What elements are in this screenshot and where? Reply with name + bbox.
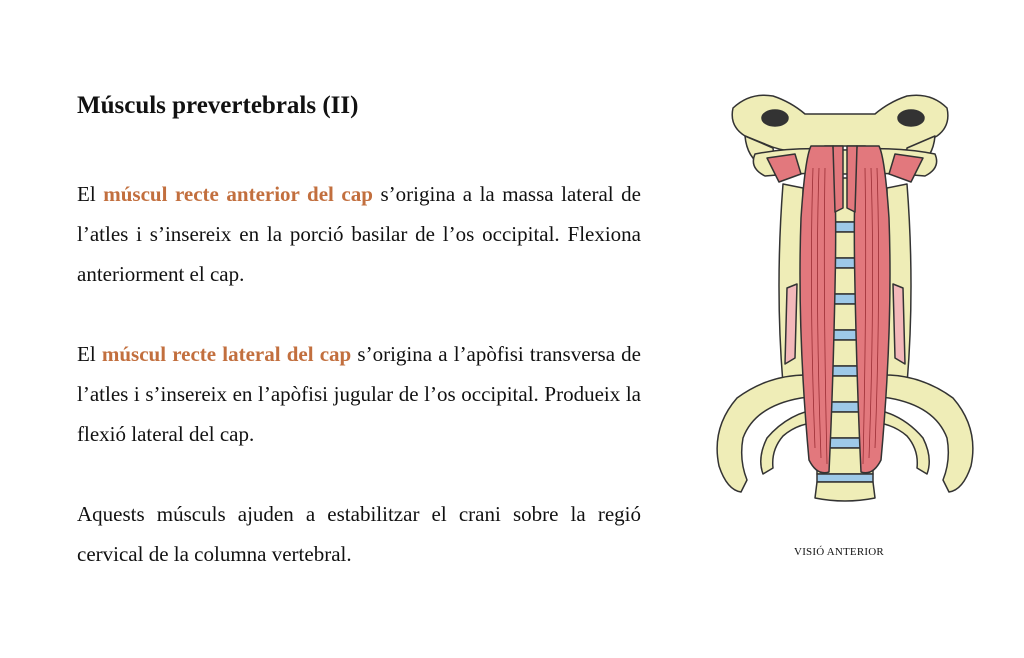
highlight-term-rectus-anterior: múscul recte anterior del cap — [103, 182, 373, 206]
paragraph-text: s’origina a la massa lateral de l’atles i s’insereix en la porció basilar de l’os occipital. Flexiona anteriorment el cap. — [77, 182, 641, 286]
text-column — [77, 88, 641, 574]
paragraph-text: s’origina a l’apòfisi transversa de l’atles i s’insereix en l’apòfisi jugular de l’os occipital. Produeix la flexió lateral del cap. — [77, 342, 642, 446]
paragraph-text: El — [77, 342, 102, 366]
paragraph-rectus-capitis-anterior — [77, 174, 641, 294]
right-scalene — [893, 284, 905, 364]
left-scalene — [785, 284, 797, 364]
left-rectus-anterior-muscle — [833, 146, 843, 212]
paragraph-summary: Aquests músculs ajuden a estabilitzar el crani sobre la regió cervical de la columna vertebral. — [77, 502, 641, 566]
right-rectus-lateral-muscle — [889, 154, 923, 182]
anatomy-illustration — [705, 88, 985, 528]
paragraph-rectus-capitis-lateralis — [77, 334, 641, 454]
highlight-term-rectus-lateral: múscul recte lateral del cap — [101, 342, 352, 366]
right-rectus-anterior-muscle — [847, 146, 857, 212]
right-foramen — [898, 110, 924, 126]
left-foramen — [762, 110, 788, 126]
figure-caption: VISIÓ ANTERIOR — [794, 546, 884, 558]
page-title: Músculs prevertebrals (II) — [77, 92, 359, 119]
cervical-spine-anterior-view — [705, 88, 985, 528]
intervertebral-disc — [817, 474, 873, 482]
paragraph-text: El — [77, 182, 104, 206]
left-rectus-lateral-muscle — [767, 154, 801, 182]
vertebral-body-bottom — [815, 482, 875, 501]
